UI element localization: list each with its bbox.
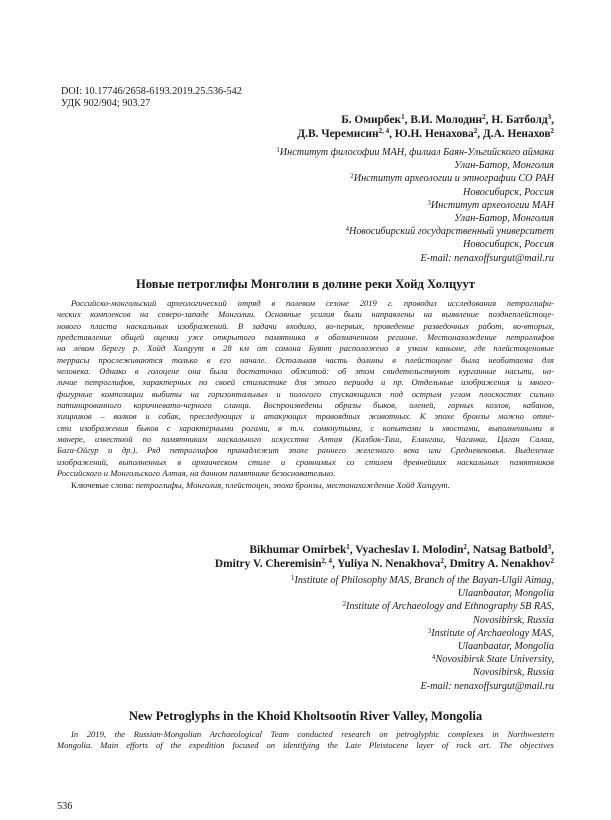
- author-name: Vyacheslav I. Molodin: [355, 544, 464, 556]
- abstract-line: на левом берегу р. Хойд Холцуут в 28 км от сомона Буянт расположено в узком каньоне, где плейстоценовые: [57, 343, 554, 354]
- author-affiliation-mark: 1: [346, 543, 350, 551]
- author-name: Н. Батболд: [491, 114, 548, 126]
- author-name: Б. Омирбек: [341, 114, 402, 126]
- affiliation-text: Institute of Philosophy MAS, Branch of the Bayan-Ulgii Aimag,: [294, 575, 554, 586]
- abstract-line: хищников – волков и собак, преследующих и атакующих травоядных животных. К эпохе бронзы можно отне-: [57, 411, 554, 422]
- doi: DOI: 10.17746/2658-6193.2019.25.536-542: [61, 86, 242, 97]
- abstract-line: патинированного коричневато-черного сланца. Воспроизведены образы быков, оленей, горных козлов, кабанов,: [57, 400, 554, 411]
- ru-article-title: Новые петроглифы Монголии в долине реки Хойд Холцуут: [135, 277, 475, 291]
- affiliation-mark: 2: [342, 601, 347, 609]
- page-number: 536: [57, 801, 73, 812]
- affiliation-text: E-mail: nenaxoffsurgut@mail.ru: [420, 252, 554, 264]
- author-name: Д.В. Черемисин: [297, 128, 379, 140]
- en-abstract: [57, 729, 554, 752]
- affiliation-mark: 1: [291, 575, 295, 582]
- affiliation-text: Ulaanbaatar, Mongolia: [457, 641, 554, 653]
- affiliation-line: [276, 238, 554, 251]
- affiliation-line: [291, 614, 554, 627]
- en-affiliations: [291, 574, 554, 693]
- author-affiliation-mark: 2: [473, 127, 478, 135]
- abstract-line: манере, известной по памятникам наскального искусства Алтая (Калбак-Таш, Елангаш, Чаганка, Цаган Салаа,: [57, 434, 554, 445]
- affiliation-text: Ulaanbaatar, Mongolia: [457, 588, 554, 600]
- affiliation-mark: 3: [427, 199, 431, 207]
- ru-authors-line-2: Д.В. Черемисин$^{2, 4}$, Ю.Н. Ненахова$^2$, Д.А. Ненахов$^2$: [297, 127, 554, 140]
- abstract-line: представление общей оценки уже открытого памятника в обозначенном регионе. Местонахождение петроглифов: [57, 332, 554, 343]
- en-authors-line-2: Dmitry V. Cheremisin$^{2, 4}$, Yuliya N. Nenakhova$^2$, Dmitry A. Nenakhov$^2$: [214, 557, 554, 570]
- affiliation-text: Novosibirsk, Russia: [473, 614, 554, 626]
- affiliation-line: [291, 680, 554, 693]
- affiliation-line: [276, 146, 554, 159]
- affiliation-line: [291, 587, 554, 600]
- author-name: Natsag Batbold: [472, 544, 548, 556]
- abstract-line: In 2019, the Russian-Mongolian Archaeological Team conducted research on petroglyphic complexes in Northwestern: [71, 729, 554, 739]
- abstract-line: изображений, выполненных в архаическом стиле и сравнимых со стилем древнейших наскальных памятников: [57, 456, 554, 467]
- udc-code: УДК 902/904; 903.27: [61, 98, 151, 109]
- abstract-line: террасы прослеживаются только в его начале. Остальная часть долины в плейстоцене была необитаема для: [57, 354, 554, 365]
- keywords-label: Ключевые слова:: [71, 480, 136, 490]
- author-name: В.И. Молодин: [410, 114, 483, 126]
- author-affiliation-mark: 2: [440, 557, 444, 565]
- ru-authors-line-1: Б. Омирбек$^1$, В.И. Молодин$^2$, Н. Батболд$^3$,: [341, 113, 554, 126]
- author-name: Dmitry V. Cheremisin: [214, 558, 322, 570]
- author-affiliation-mark: 2, 4: [378, 127, 390, 135]
- abstract-line: Бага-Ойгур и др.). Ряд петроглифов принадлежит эпохе раннего железного века или Средневековья. Выделение: [57, 445, 554, 456]
- affiliation-line: [276, 252, 554, 265]
- affiliation-mark: 1: [276, 147, 280, 154]
- affiliation-text: E-mail: nenaxoffsurgut@mail.ru: [420, 680, 554, 692]
- affiliation-text: Институт философии МАН, филиал Баян-Ульгийского аймака: [279, 147, 554, 158]
- author-name: Ю.Н. Ненахова: [394, 128, 474, 140]
- author-affiliation-mark: 1: [401, 113, 405, 121]
- affiliation-text: Институт археологии и этнографии СО РАН: [353, 173, 554, 185]
- affiliation-line: [291, 640, 554, 653]
- affiliation-mark: 4: [345, 226, 349, 234]
- affiliation-text: Novosibirsk State University,: [435, 654, 554, 666]
- affiliation-line: [291, 600, 554, 613]
- abstract-line: сти изображения быков с характерными рогами, в т.ч. сомкнутыми, с копытами и хвостами, выполненными в: [57, 422, 554, 433]
- affiliation-line: [291, 574, 554, 587]
- affiliation-mark: 3: [427, 627, 432, 635]
- keywords-list: петроглифы, Монголия, плейстоцен, эпоха бронзы, местонахождение Хойд Холцуут.: [135, 480, 450, 490]
- affiliation-text: Институт археологии МАН: [430, 199, 554, 211]
- abstract-line: Российско-монгольский археологический отряд в полевом сезоне 2019 г. проводил исследования петроглифи-: [71, 298, 554, 308]
- author-name: Bikhumar Omirbek: [249, 544, 347, 556]
- author-name: Д.А. Ненахов: [482, 128, 551, 140]
- affiliation-line: [291, 627, 554, 640]
- en-authors-line-1: Bikhumar Omirbek$^1$, Vyacheslav I. Molodin$^2$, Natsag Batbold$^3$,: [249, 543, 554, 556]
- ru-abstract: [57, 298, 554, 480]
- affiliation-line: [276, 225, 554, 238]
- affiliation-text: Улан-Батор, Монголия: [454, 213, 554, 225]
- ru-affiliations: [276, 146, 554, 265]
- author-affiliation-mark: 3: [547, 543, 552, 551]
- abstract-line: Российского и Монгольского Алтая, на данном памятнике безосновательно.: [57, 468, 336, 479]
- abstract-line: личие петроглифов, характерных по своей стилистике для этого периода и пр. Отдельные изображения и много-: [57, 377, 554, 388]
- author-affiliation-mark: 2, 4: [321, 557, 332, 565]
- affiliation-line: [276, 172, 554, 185]
- abstract-line: фигурные композиции выбиты на горизонтальных и пологого спускающихся под острым углом плоскостях сильно: [57, 388, 554, 399]
- affiliation-text: Новосибирск, Россия: [463, 186, 554, 198]
- author-affiliation-mark: 2: [482, 113, 486, 121]
- author-name: Dmitry A. Nenakhov: [449, 558, 551, 570]
- affiliation-line: [291, 666, 554, 679]
- author-affiliation-mark: 2: [550, 127, 554, 135]
- affiliation-line: [276, 199, 554, 212]
- abstract-line: нового пласта наскальных изображений. В задачи входило, во-первых, проведение разведочных работ, во-вторых,: [57, 320, 554, 331]
- abstract-line: Mongolia. Main efforts of the expedition focused on identifying the Late Pleistocene layer of rock art. The objectives: [57, 740, 554, 751]
- author-name: Yuliya N. Nenakhova: [337, 558, 441, 570]
- en-article-title: New Petroglyphs in the Khoid Kholtsootin River Valley, Mongolia: [128, 709, 483, 723]
- affiliation-line: [291, 653, 554, 666]
- affiliation-text: Novosibirsk, Russia: [473, 667, 554, 679]
- affiliation-text: Улан-Батор, Монголия: [454, 160, 554, 172]
- affiliation-text: Новосибирск, Россия: [463, 239, 554, 251]
- affiliation-text: Institute of Archaeology and Ethnography SB RAS,: [346, 601, 554, 613]
- affiliation-mark: 4: [432, 654, 436, 662]
- ru-keywords: [71, 480, 450, 490]
- affiliation-text: Institute of Archaeology MAS,: [431, 627, 554, 639]
- affiliation-text: Новосибирский государственный университет: [348, 226, 554, 238]
- abstract-line: ческих комплексов на северо-западе Монголии. Основные усилия были направлены на выявление позднеплейстоце-: [57, 309, 554, 320]
- affiliation-mark: 2: [350, 173, 354, 181]
- author-affiliation-mark: 3: [547, 113, 552, 121]
- abstract-line: человека. Однако в голоцене она была достаточно обжитой: об этом свидетельствуют курганные насыпи, на-: [57, 366, 554, 377]
- affiliation-line: [276, 212, 554, 225]
- affiliation-line: [276, 159, 554, 172]
- author-affiliation-mark: 2: [463, 543, 467, 551]
- affiliation-line: [276, 186, 554, 199]
- author-affiliation-mark: 2: [550, 557, 554, 565]
